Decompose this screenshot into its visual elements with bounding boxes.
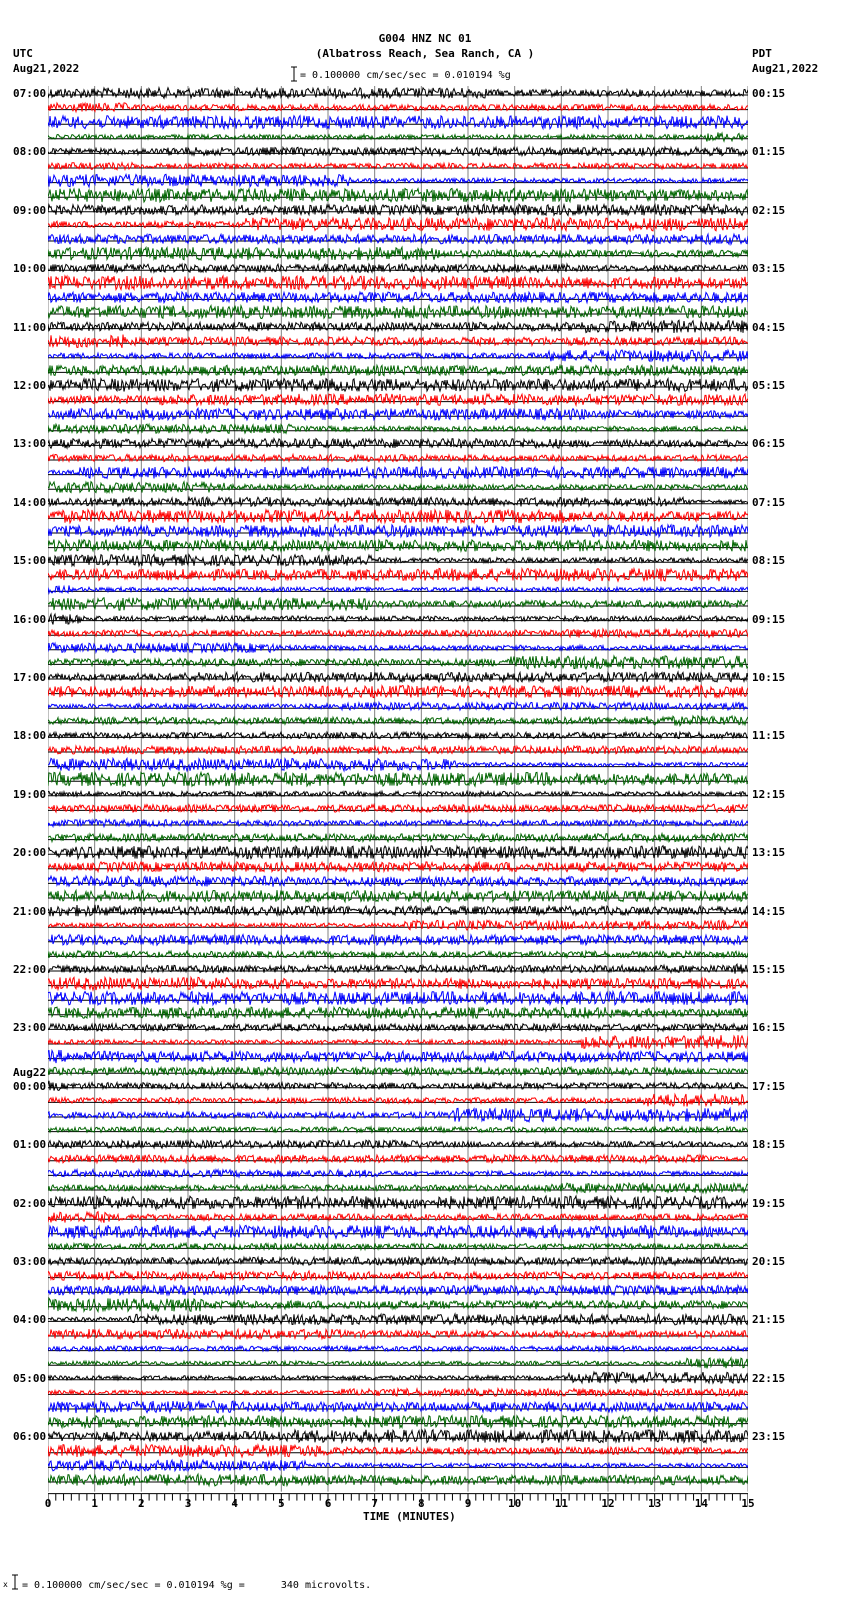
left-time-label: 07:00	[13, 87, 47, 100]
right-time-label: 21:15	[752, 1313, 786, 1327]
right-time-label: 06:15	[752, 437, 786, 451]
left-time-label: 18:00	[13, 729, 47, 743]
chart-title: G004 HNZ NC 01	[378, 32, 472, 45]
x-tick-label: 9	[464, 1497, 472, 1510]
x-tick-label: 6	[324, 1497, 332, 1510]
left-time-label: 20:00	[13, 846, 47, 860]
right-time-label: 11:15	[752, 729, 786, 743]
left-time-label: 14:00	[13, 495, 47, 509]
left-time-label: 21:00	[13, 904, 47, 918]
x-tick-label: 12	[601, 1497, 615, 1510]
right-time-label: 23:15	[752, 1430, 786, 1444]
right-time-label: 07:15	[752, 495, 786, 509]
right-time-label: 10:15	[752, 671, 786, 684]
x-tick-label: 15	[741, 1497, 755, 1510]
right-date: Aug21,2022	[752, 62, 819, 75]
x-tick-label: 3	[184, 1497, 192, 1510]
left-time-label: 19:00	[13, 787, 47, 801]
right-time-label: 08:15	[752, 554, 786, 568]
right-time-label: 18:15	[752, 1138, 786, 1152]
left-date: Aug21,2022	[13, 62, 80, 75]
left-time-label: 11:00	[13, 320, 47, 334]
right-timezone: PDT	[752, 47, 772, 60]
left-time-label: 23:00	[13, 1021, 47, 1035]
left-time-label: 08:00	[13, 145, 47, 159]
left-time-label: 05:00	[13, 1371, 47, 1385]
left-time-label: 09:00	[13, 203, 47, 217]
left-time-label: 13:00	[13, 437, 47, 451]
x-tick-label: 2	[138, 1497, 145, 1510]
x-tick-label: 11	[554, 1497, 568, 1510]
right-time-label: 14:15	[752, 904, 786, 918]
chart-subtitle: (Albatross Reach, Sea Ranch, CA )	[315, 47, 535, 60]
left-timezone: UTC	[13, 47, 33, 60]
date-change-label: Aug22	[13, 1065, 47, 1079]
right-time-label: 00:15	[752, 87, 786, 100]
x-tick-label: 13	[648, 1497, 662, 1510]
x-tick-label: 14	[694, 1497, 708, 1510]
left-time-label: 15:00	[13, 554, 47, 568]
x-tick-label: 5	[278, 1497, 285, 1510]
left-time-label: 12:00	[13, 379, 47, 392]
left-time-label: 04:00	[13, 1313, 47, 1327]
left-time-label: 06:00	[13, 1430, 47, 1444]
x-tick-label: 4	[231, 1497, 238, 1510]
helicorder-plot	[48, 86, 748, 1586]
right-time-label: 20:15	[752, 1255, 786, 1268]
right-time-label: 13:15	[752, 846, 786, 860]
right-time-label: 02:15	[752, 203, 786, 217]
footer-scale-icon	[3, 1573, 19, 1591]
left-time-label: 22:00	[13, 963, 47, 976]
svg-text:x: x	[3, 1580, 8, 1589]
right-time-label: 04:15	[752, 320, 786, 334]
right-time-label: 22:15	[752, 1371, 786, 1385]
scale-legend: = 0.100000 cm/sec/sec = 0.010194 %g	[300, 70, 511, 81]
x-tick-label: 1	[91, 1497, 98, 1510]
left-time-label: 02:00	[13, 1196, 47, 1210]
right-time-label: 01:15	[752, 145, 786, 159]
left-time-label: 16:00	[13, 612, 47, 626]
left-time-label: 01:00	[13, 1138, 47, 1152]
x-tick-label: 0	[44, 1497, 52, 1510]
right-time-label: 17:15	[752, 1079, 786, 1093]
right-time-label: 16:15	[752, 1021, 786, 1035]
left-time-label: 00:00	[13, 1079, 47, 1093]
right-time-label: 19:15	[752, 1196, 786, 1210]
right-time-label: 12:15	[752, 787, 786, 801]
left-time-label: 03:00	[13, 1255, 47, 1268]
right-time-label: 15:15	[752, 963, 786, 976]
x-axis-title: TIME (MINUTES)	[363, 1510, 456, 1523]
x-tick-label: 8	[418, 1497, 425, 1510]
x-tick-label: 7	[371, 1497, 378, 1510]
left-time-label: 17:00	[13, 671, 47, 684]
scale-bar-icon	[290, 66, 298, 82]
footer-scale-legend: = 0.100000 cm/sec/sec = 0.010194 %g = 340 microvolts.	[22, 1580, 372, 1591]
left-time-label: 10:00	[13, 262, 47, 276]
x-tick-label: 10	[508, 1497, 522, 1510]
right-time-label: 03:15	[752, 262, 786, 276]
right-time-label: 05:15	[752, 379, 786, 392]
right-time-label: 09:15	[752, 612, 786, 626]
